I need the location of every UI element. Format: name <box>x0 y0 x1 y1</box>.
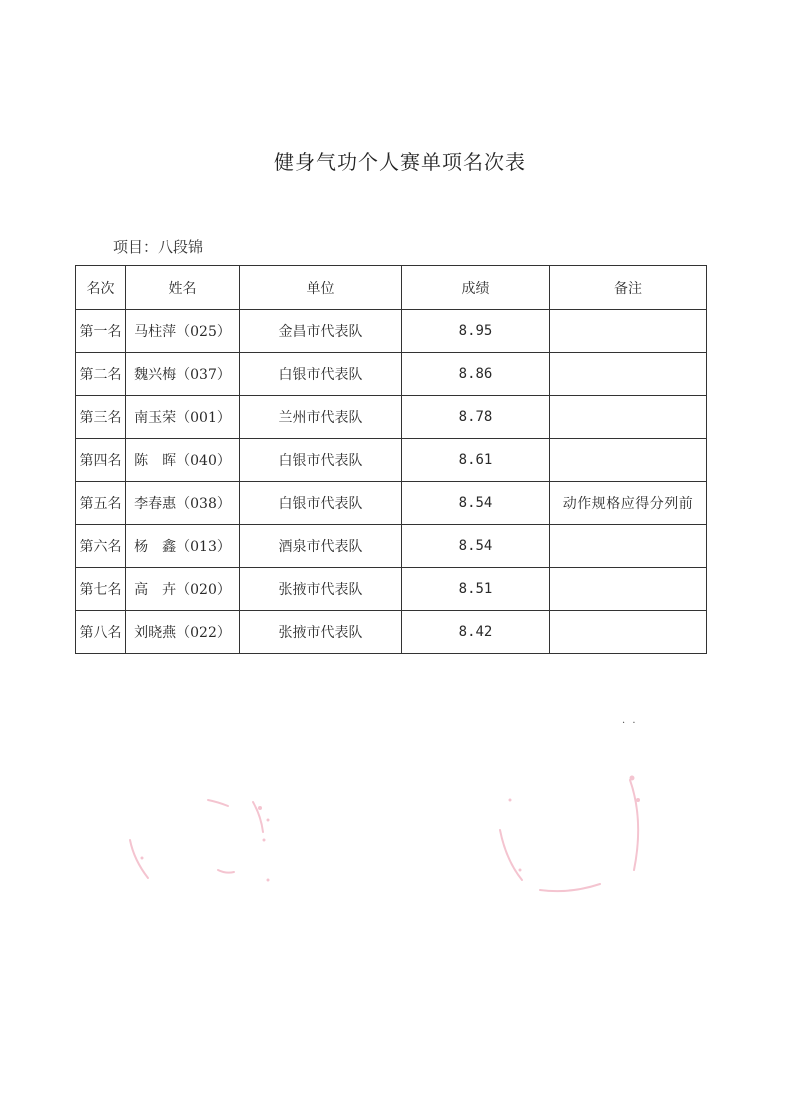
cell-unit: 白银市代表队 <box>240 439 402 482</box>
table-row <box>76 310 707 353</box>
stray-marks: · · <box>622 718 638 729</box>
cell-unit: 张掖市代表队 <box>240 568 402 611</box>
cell-rank: 第二名 <box>76 353 126 396</box>
cell-name: 刘晓燕（022） <box>126 611 240 654</box>
cell-note <box>550 611 707 654</box>
table-row <box>76 525 707 568</box>
cell-rank: 第七名 <box>76 568 126 611</box>
faded-stamp-left <box>118 780 298 890</box>
table-row <box>76 353 707 396</box>
cell-score: 8.86 <box>402 353 550 396</box>
cell-score: 8.78 <box>402 396 550 439</box>
cell-rank: 第五名 <box>76 482 126 525</box>
cell-note <box>550 568 707 611</box>
project-label: 项目：八段锦 <box>113 238 204 256</box>
cell-rank: 第八名 <box>76 611 126 654</box>
cell-note: 动作规格应得分列前 <box>550 482 707 525</box>
cell-note <box>550 525 707 568</box>
cell-unit: 酒泉市代表队 <box>240 525 402 568</box>
cell-name: 马柱萍（025） <box>126 310 240 353</box>
cell-score: 8.54 <box>402 525 550 568</box>
table-row <box>76 439 707 482</box>
cell-rank: 第四名 <box>76 439 126 482</box>
header-unit: 单位 <box>240 266 402 310</box>
cell-name: 杨 鑫（013） <box>126 525 240 568</box>
table-row <box>76 396 707 439</box>
table-row <box>76 482 707 525</box>
cell-name: 南玉荣（001） <box>126 396 240 439</box>
cell-note <box>550 439 707 482</box>
page-title: 健身气功个人赛单项名次表 <box>274 150 526 174</box>
cell-score: 8.54 <box>402 482 550 525</box>
cell-name: 高 卉（020） <box>126 568 240 611</box>
cell-rank: 第六名 <box>76 525 126 568</box>
ranking-table <box>75 265 707 654</box>
table-row <box>76 568 707 611</box>
cell-unit: 白银市代表队 <box>240 353 402 396</box>
header-rank: 名次 <box>76 266 126 310</box>
table-row <box>76 611 707 654</box>
cell-name: 陈 晖（040） <box>126 439 240 482</box>
cell-rank: 第一名 <box>76 310 126 353</box>
cell-note <box>550 396 707 439</box>
cell-unit: 金昌市代表队 <box>240 310 402 353</box>
cell-score: 8.95 <box>402 310 550 353</box>
cell-note <box>550 353 707 396</box>
cell-name: 李春惠（038） <box>126 482 240 525</box>
header-score: 成绩 <box>402 266 550 310</box>
cell-rank: 第三名 <box>76 396 126 439</box>
faded-stamp-right <box>480 760 680 900</box>
cell-note <box>550 310 707 353</box>
cell-name: 魏兴梅（037） <box>126 353 240 396</box>
cell-score: 8.42 <box>402 611 550 654</box>
cell-unit: 张掖市代表队 <box>240 611 402 654</box>
cell-unit: 白银市代表队 <box>240 482 402 525</box>
header-note: 备注 <box>550 266 707 310</box>
table-header-row <box>76 266 707 310</box>
cell-score: 8.51 <box>402 568 550 611</box>
cell-unit: 兰州市代表队 <box>240 396 402 439</box>
cell-score: 8.61 <box>402 439 550 482</box>
header-name: 姓名 <box>126 266 240 310</box>
